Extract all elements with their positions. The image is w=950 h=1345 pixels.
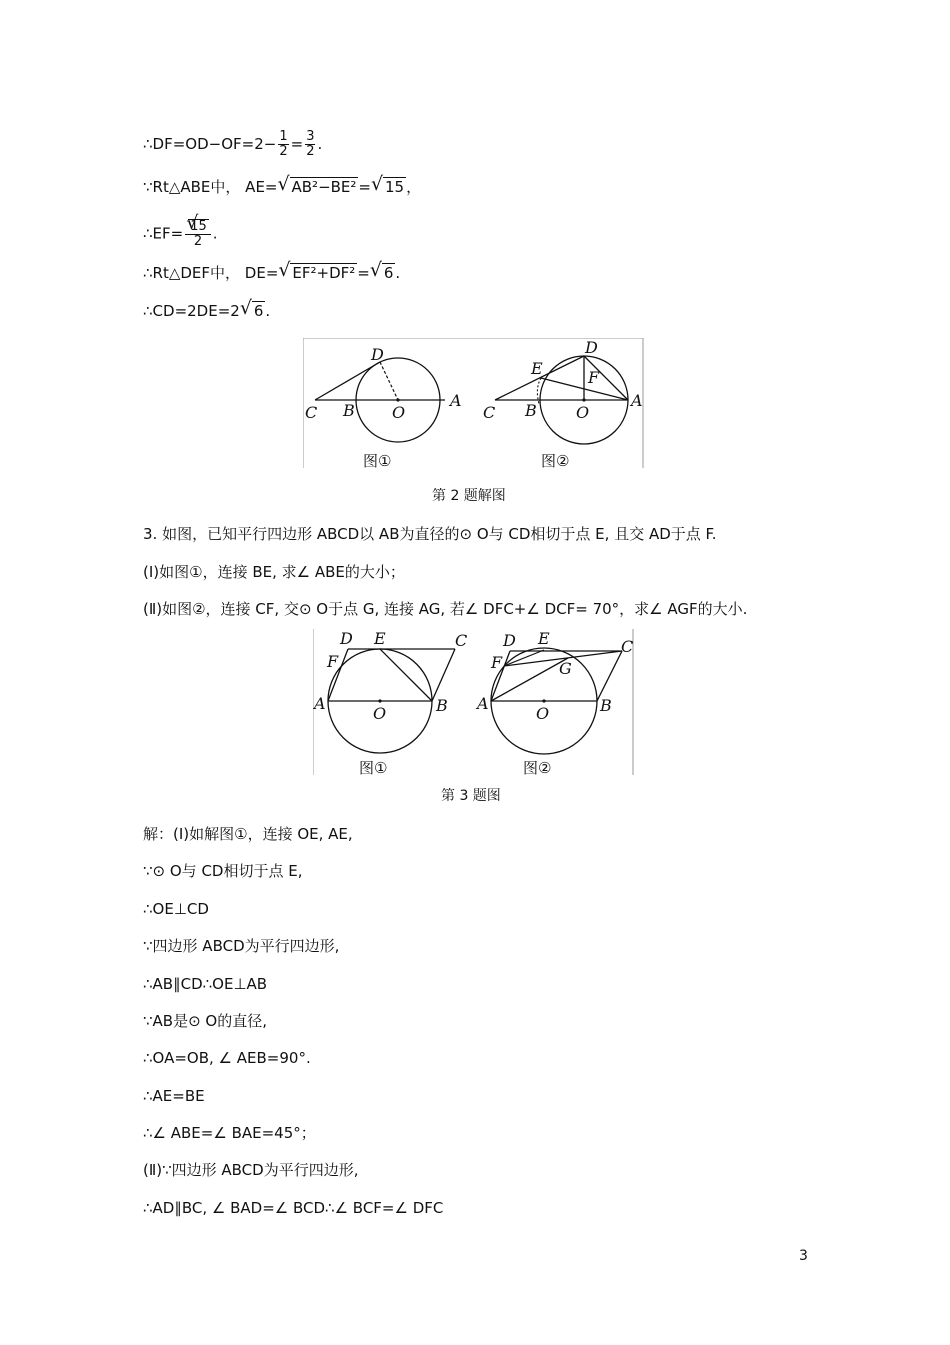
label-b: B: [525, 401, 537, 420]
problem-3-stem: 3. 如图，已知平行四边形 ABCD以 AB为直径的⊙ O与 CD相切于点 E, 且交 AD于点 F.: [143, 525, 717, 543]
line-de-prefix: ∴Rt△DEF中， DE=: [143, 264, 279, 282]
solution-line: ∴OE⊥CD: [143, 900, 209, 918]
figure-3-caption: 第 3 题图: [441, 788, 501, 804]
sqrt-ef-df: [279, 263, 357, 283]
label-o: O: [576, 403, 590, 422]
label-f: F: [327, 652, 339, 671]
line-df-prefix: ∴DF=OD−OF=2−: [143, 135, 277, 153]
solution-line: ∵AB是⊙ O的直径,: [143, 1012, 268, 1030]
caption-fig-2: 图②: [541, 452, 570, 470]
figure-problem-2: [303, 338, 645, 470]
figure-2-left: [305, 345, 462, 470]
label-d: D: [340, 629, 353, 648]
radicand: EF²+DF²: [292, 264, 356, 282]
line-end: ，: [406, 178, 422, 196]
sqrt-15: [187, 219, 210, 234]
label-b: B: [343, 401, 355, 420]
sqrt-15: [372, 177, 406, 197]
label-o: O: [392, 403, 406, 422]
label-o: O: [373, 704, 387, 723]
radicand: AB²−BE²: [291, 178, 357, 196]
figure-2-caption: 第 2 题解图: [432, 488, 506, 504]
solution-line: ∴OA=OB, ∠ AEB=90°.: [143, 1049, 311, 1067]
fraction-num: [185, 219, 211, 235]
line-end: .: [265, 302, 271, 320]
radicand: 6: [383, 264, 394, 282]
equals-sign: =: [290, 135, 304, 153]
solution-line: 解：(Ⅰ)如解图①，连接 OE, AE,: [143, 825, 353, 843]
label-b: B: [436, 696, 448, 715]
figure-2-right: [483, 338, 643, 470]
radicand: 6: [253, 302, 264, 320]
fraction-sqrt15-over-2: [185, 219, 211, 249]
label-c: C: [305, 403, 318, 422]
fraction-three-halves: [305, 130, 315, 159]
page-number: 3: [799, 1248, 808, 1264]
label-b: B: [600, 696, 612, 715]
label-g: G: [559, 659, 572, 678]
label-e: E: [531, 359, 543, 378]
solution-line: ∴AD∥BC, ∠ BAD=∠ BCD∴∠ BCF=∠ DFC: [143, 1199, 444, 1217]
problem-3-part2: (Ⅱ)如图②，连接 CF, 交⊙ O于点 G, 连接 AG, 若∠ DFC+∠ DCF= 70°，求∠ AGF的大小.: [143, 600, 748, 618]
solution-line: (Ⅱ)∵四边形 ABCD为平行四边形,: [143, 1161, 359, 1179]
fraction-den: 2: [279, 144, 288, 159]
label-a: A: [314, 694, 326, 713]
label-o: O: [536, 704, 550, 723]
label-c: C: [483, 403, 496, 422]
fraction-num: 3: [306, 129, 315, 144]
line-ef: [143, 219, 218, 249]
label-d: D: [585, 338, 598, 357]
sqrt-ab-be: [279, 177, 359, 197]
line-ef-prefix: ∴EF=: [143, 224, 184, 243]
figure-3-left: [313, 629, 467, 777]
radicand: 15: [385, 178, 405, 196]
line-cd: [143, 301, 270, 321]
label-c: C: [455, 631, 468, 650]
figure-problem-3: [313, 629, 635, 777]
solution-line: ∴AB∥CD∴OE⊥AB: [143, 975, 268, 993]
label-f: F: [491, 653, 503, 672]
label-c: C: [621, 637, 634, 656]
label-e: E: [374, 629, 386, 648]
sqrt-6: [371, 263, 396, 283]
figure-3-right: [475, 629, 633, 777]
equals-sign: =: [358, 178, 371, 196]
equals-sign: =: [357, 264, 370, 282]
problem-3-part1: (Ⅰ)如图①，连接 BE, 求∠ ABE的大小；: [143, 563, 405, 581]
fraction-num: 1: [279, 129, 288, 144]
line-ae: [143, 177, 421, 197]
solution-line: ∴AE=BE: [143, 1087, 205, 1105]
line-cd-prefix: ∴CD=2DE=2: [143, 302, 240, 320]
label-f: F: [588, 368, 600, 387]
line-end: .: [212, 224, 218, 243]
fraction-half: [278, 130, 288, 159]
fraction-den: 2: [193, 234, 203, 249]
label-a: A: [631, 391, 643, 410]
line-end: .: [395, 264, 401, 282]
line-df: [143, 130, 322, 159]
solution-line: ∵⊙ O与 CD相切于点 E,: [143, 862, 303, 880]
caption-fig-1: 图①: [359, 759, 388, 777]
sqrt-6: [241, 301, 266, 321]
label-d: D: [503, 631, 516, 650]
fraction-den: 2: [306, 144, 315, 159]
solution-line: ∴∠ ABE=∠ BAE=45°；: [143, 1124, 316, 1142]
caption-fig-2: 图②: [523, 759, 552, 777]
solution-line: ∵四边形 ABCD为平行四边形,: [143, 937, 340, 955]
label-a: A: [450, 391, 462, 410]
caption-fig-1: 图①: [363, 452, 392, 470]
label-d: D: [371, 345, 384, 364]
line-ae-prefix: ∵Rt△ABE中， AE=: [143, 178, 278, 196]
line-end: .: [317, 135, 323, 153]
label-e: E: [538, 629, 550, 648]
radicand: √ 15: [190, 219, 207, 234]
label-a: A: [477, 694, 489, 713]
line-de: [143, 263, 400, 283]
